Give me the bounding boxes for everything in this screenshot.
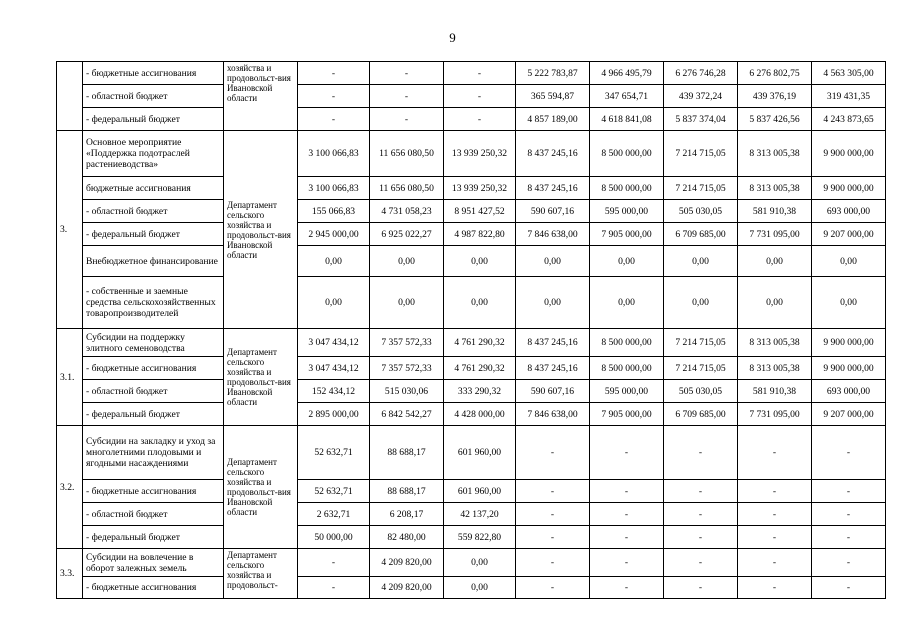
row-name: Субсидии на закладку и уход за многолетними плодовыми и ягодными насаждениями — [83, 426, 224, 480]
value-cell: 347 654,71 — [590, 85, 664, 108]
row-name: бюджетные ассигнования — [83, 177, 224, 200]
value-cell: 7 905 000,00 — [590, 403, 664, 426]
value-cell: 8 951 427,52 — [444, 200, 516, 223]
value-cell: 9 900 000,00 — [812, 131, 886, 177]
row-number — [57, 62, 83, 131]
value-cell: - — [590, 549, 664, 577]
value-cell: 0,00 — [590, 246, 664, 277]
value-cell: 3 047 434,12 — [298, 329, 370, 357]
executor-cell: Департамент сельского хозяйства и продовольст-вия Ивановской области — [224, 426, 298, 549]
value-cell: - — [738, 480, 812, 503]
value-cell: - — [812, 480, 886, 503]
value-cell: - — [516, 503, 590, 526]
page-number: 9 — [449, 30, 456, 45]
value-cell: 7 905 000,00 — [590, 223, 664, 246]
value-cell: 0,00 — [516, 277, 590, 329]
value-cell: 8 313 005,38 — [738, 329, 812, 357]
value-cell: 0,00 — [370, 277, 444, 329]
value-cell: - — [516, 480, 590, 503]
table-row — [57, 357, 886, 380]
value-cell: - — [812, 503, 886, 526]
row-name: - федеральный бюджет — [83, 526, 224, 549]
value-cell: 8 437 245,16 — [516, 329, 590, 357]
value-cell: 693 000,00 — [812, 380, 886, 403]
table-row — [57, 223, 886, 246]
value-cell: - — [298, 62, 370, 85]
value-cell: - — [738, 549, 812, 577]
value-cell: - — [370, 108, 444, 131]
value-cell: - — [664, 549, 738, 577]
value-cell: - — [370, 62, 444, 85]
value-cell: 9 207 000,00 — [812, 403, 886, 426]
value-cell: - — [812, 549, 886, 577]
value-cell: 595 000,00 — [590, 200, 664, 223]
row-name: - федеральный бюджет — [83, 403, 224, 426]
row-name: Внебюджетное финансирование — [83, 246, 224, 277]
value-cell: 8 500 000,00 — [590, 131, 664, 177]
table-row — [57, 177, 886, 200]
table-row — [57, 85, 886, 108]
value-cell: 4 243 873,65 — [812, 108, 886, 131]
value-cell: - — [590, 577, 664, 599]
table-row — [57, 108, 886, 131]
executor-cell: Департамент сельского хозяйства и продовольст-вия Ивановской области — [224, 329, 298, 426]
value-cell: - — [590, 526, 664, 549]
value-cell: - — [738, 526, 812, 549]
value-cell: 7 846 638,00 — [516, 403, 590, 426]
value-cell: - — [664, 426, 738, 480]
value-cell: 4 987 822,80 — [444, 223, 516, 246]
row-name: - федеральный бюджет — [83, 108, 224, 131]
row-number: 3. — [57, 131, 83, 329]
row-number: 3.3. — [57, 549, 83, 599]
value-cell: - — [444, 62, 516, 85]
value-cell: - — [298, 85, 370, 108]
value-cell: 2 945 000,00 — [298, 223, 370, 246]
table-row — [57, 62, 886, 85]
value-cell: 52 632,71 — [298, 426, 370, 480]
value-cell: 7 214 715,05 — [664, 177, 738, 200]
value-cell: - — [812, 426, 886, 480]
row-name: - бюджетные ассигнования — [83, 62, 224, 85]
value-cell: 0,00 — [444, 246, 516, 277]
value-cell: - — [298, 549, 370, 577]
value-cell: - — [738, 577, 812, 599]
row-name: Субсидии на вовлечение в оборот залежных земель — [83, 549, 224, 577]
row-number: 3.1. — [57, 329, 83, 426]
value-cell: 6 208,17 — [370, 503, 444, 526]
table-row — [57, 526, 886, 549]
value-cell: 8 437 245,16 — [516, 357, 590, 380]
value-cell: 0,00 — [298, 277, 370, 329]
value-cell: 590 607,16 — [516, 200, 590, 223]
table-row — [57, 329, 886, 357]
value-cell: 0,00 — [444, 277, 516, 329]
value-cell: 0,00 — [664, 246, 738, 277]
value-cell: 7 214 715,05 — [664, 131, 738, 177]
value-cell: 8 500 000,00 — [590, 357, 664, 380]
value-cell: 50 000,00 — [298, 526, 370, 549]
value-cell: 4 966 495,79 — [590, 62, 664, 85]
executor-cell: Департамент сельского хозяйства и продовольст-вия Ивановской области — [224, 131, 298, 329]
value-cell: - — [370, 85, 444, 108]
value-cell: 88 688,17 — [370, 426, 444, 480]
value-cell: - — [664, 577, 738, 599]
table-row — [57, 200, 886, 223]
table-row — [57, 380, 886, 403]
value-cell: 4 563 305,00 — [812, 62, 886, 85]
value-cell: - — [590, 426, 664, 480]
value-cell: 0,00 — [516, 246, 590, 277]
value-cell: 505 030,05 — [664, 200, 738, 223]
value-cell: 693 000,00 — [812, 200, 886, 223]
value-cell: 6 709 685,00 — [664, 403, 738, 426]
value-cell: 9 900 000,00 — [812, 329, 886, 357]
value-cell: 7 731 095,00 — [738, 403, 812, 426]
value-cell: 439 372,24 — [664, 85, 738, 108]
value-cell: 42 137,20 — [444, 503, 516, 526]
value-cell: 601 960,00 — [444, 426, 516, 480]
value-cell: 7 214 715,05 — [664, 357, 738, 380]
value-cell: 4 761 290,32 — [444, 329, 516, 357]
value-cell: - — [812, 526, 886, 549]
row-name: - бюджетные ассигнования — [83, 480, 224, 503]
row-name: - областной бюджет — [83, 85, 224, 108]
value-cell: 6 709 685,00 — [664, 223, 738, 246]
row-name: - бюджетные ассигнования — [83, 357, 224, 380]
table-row — [57, 426, 886, 480]
value-cell: 515 030,06 — [370, 380, 444, 403]
value-cell: 6 925 022,27 — [370, 223, 444, 246]
value-cell: - — [444, 108, 516, 131]
value-cell: 6 276 746,28 — [664, 62, 738, 85]
value-cell: 3 100 066,83 — [298, 177, 370, 200]
value-cell: 13 939 250,32 — [444, 177, 516, 200]
value-cell: 5 222 783,87 — [516, 62, 590, 85]
value-cell: 559 822,80 — [444, 526, 516, 549]
value-cell: 6 276 802,75 — [738, 62, 812, 85]
executor-cell: Департамент сельского хозяйства и продовольст- — [224, 549, 298, 599]
value-cell: 8 313 005,38 — [738, 177, 812, 200]
value-cell: 0,00 — [664, 277, 738, 329]
value-cell: 333 290,32 — [444, 380, 516, 403]
value-cell: 13 939 250,32 — [444, 131, 516, 177]
value-cell: 0,00 — [590, 277, 664, 329]
value-cell: 155 066,83 — [298, 200, 370, 223]
value-cell: 4 731 058,23 — [370, 200, 444, 223]
value-cell: 581 910,38 — [738, 200, 812, 223]
value-cell: 4 428 000,00 — [444, 403, 516, 426]
value-cell: - — [738, 426, 812, 480]
value-cell: 595 000,00 — [590, 380, 664, 403]
value-cell: 8 500 000,00 — [590, 329, 664, 357]
value-cell: 9 900 000,00 — [812, 357, 886, 380]
value-cell: 52 632,71 — [298, 480, 370, 503]
value-cell: 88 688,17 — [370, 480, 444, 503]
table-row — [57, 480, 886, 503]
value-cell: - — [298, 108, 370, 131]
value-cell: 4 761 290,32 — [444, 357, 516, 380]
value-cell: - — [516, 526, 590, 549]
value-cell: 11 656 080,50 — [370, 131, 444, 177]
row-name: Основное мероприятие «Поддержка подотраслей растениеводства» — [83, 131, 224, 177]
table-row — [57, 549, 886, 577]
value-cell: 581 910,38 — [738, 380, 812, 403]
row-name: - областной бюджет — [83, 380, 224, 403]
value-cell: 601 960,00 — [444, 480, 516, 503]
table-row — [57, 246, 886, 277]
row-name: - областной бюджет — [83, 503, 224, 526]
table-row — [57, 503, 886, 526]
value-cell: 4 209 820,00 — [370, 577, 444, 599]
value-cell: - — [590, 503, 664, 526]
value-cell: - — [812, 577, 886, 599]
value-cell: 4 857 189,00 — [516, 108, 590, 131]
value-cell: 439 376,19 — [738, 85, 812, 108]
value-cell: - — [516, 549, 590, 577]
value-cell: 7 846 638,00 — [516, 223, 590, 246]
value-cell: 5 837 374,04 — [664, 108, 738, 131]
value-cell: 365 594,87 — [516, 85, 590, 108]
row-number: 3.2. — [57, 426, 83, 549]
value-cell: 0,00 — [444, 549, 516, 577]
value-cell: 0,00 — [812, 277, 886, 329]
value-cell: - — [444, 85, 516, 108]
value-cell: 4 209 820,00 — [370, 549, 444, 577]
row-name: Субсидии на поддержку элитного семеноводства — [83, 329, 224, 357]
value-cell: 82 480,00 — [370, 526, 444, 549]
value-cell: - — [298, 577, 370, 599]
table-row — [57, 577, 886, 599]
value-cell: - — [590, 480, 664, 503]
value-cell: 9 900 000,00 — [812, 177, 886, 200]
value-cell: 0,00 — [812, 246, 886, 277]
value-cell: 7 357 572,33 — [370, 357, 444, 380]
value-cell: - — [664, 480, 738, 503]
executor-cell: хозяйства и продовольст-вия Ивановской области — [224, 62, 298, 131]
value-cell: 319 431,35 — [812, 85, 886, 108]
value-cell: 152 434,12 — [298, 380, 370, 403]
value-cell: 7 357 572,33 — [370, 329, 444, 357]
value-cell: 8 313 005,38 — [738, 357, 812, 380]
value-cell: 4 618 841,08 — [590, 108, 664, 131]
value-cell: 8 313 005,38 — [738, 131, 812, 177]
value-cell: - — [738, 503, 812, 526]
value-cell: 3 047 434,12 — [298, 357, 370, 380]
table-row — [57, 403, 886, 426]
value-cell: 0,00 — [298, 246, 370, 277]
value-cell: 7 214 715,05 — [664, 329, 738, 357]
table-row — [57, 131, 886, 177]
value-cell: 9 207 000,00 — [812, 223, 886, 246]
value-cell: 11 656 080,50 — [370, 177, 444, 200]
value-cell: 0,00 — [444, 577, 516, 599]
value-cell: - — [664, 526, 738, 549]
value-cell: - — [516, 426, 590, 480]
row-name: - бюджетные ассигнования — [83, 577, 224, 599]
value-cell: - — [664, 503, 738, 526]
value-cell: - — [516, 577, 590, 599]
row-name: - областной бюджет — [83, 200, 224, 223]
value-cell: 2 632,71 — [298, 503, 370, 526]
value-cell: 5 837 426,56 — [738, 108, 812, 131]
value-cell: 590 607,16 — [516, 380, 590, 403]
value-cell: 505 030,05 — [664, 380, 738, 403]
value-cell: 8 437 245,16 — [516, 177, 590, 200]
value-cell: 0,00 — [738, 277, 812, 329]
budget-table — [56, 61, 886, 599]
value-cell: 6 842 542,27 — [370, 403, 444, 426]
row-name: - собственные и заемные средства сельскохозяйственных товаропроизводителей — [83, 277, 224, 329]
row-name: - федеральный бюджет — [83, 223, 224, 246]
value-cell: 8 437 245,16 — [516, 131, 590, 177]
table-row — [57, 277, 886, 329]
value-cell: 0,00 — [738, 246, 812, 277]
value-cell: 0,00 — [370, 246, 444, 277]
value-cell: 8 500 000,00 — [590, 177, 664, 200]
value-cell: 2 895 000,00 — [298, 403, 370, 426]
value-cell: 7 731 095,00 — [738, 223, 812, 246]
value-cell: 3 100 066,83 — [298, 131, 370, 177]
